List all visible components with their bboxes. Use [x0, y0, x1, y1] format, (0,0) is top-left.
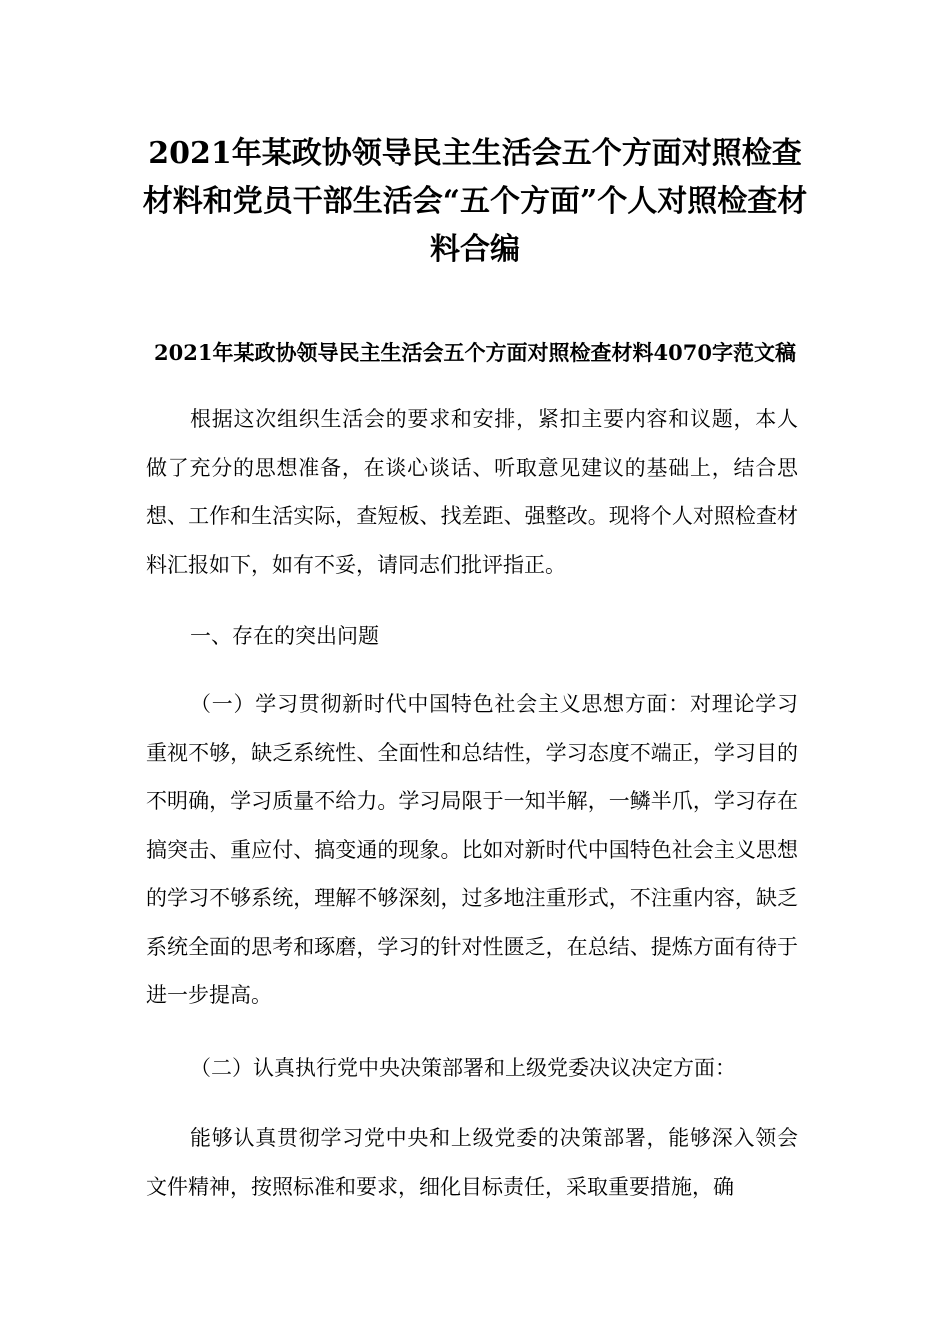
- paragraph-subheading-policy: （二）认真执行党中央决策部署和上级党委决议决定方面：: [190, 1056, 736, 1080]
- document-title: 2021年某政协领导民主生活会五个方面对照检查材料和党员干部生活会“五个方面”个人对照检查材料合编: [142, 136, 808, 267]
- paragraph-theory-study: （一）学习贯彻新时代中国特色社会主义思想方面：对理论学习重视不够，缺乏系统性、全面性和总结性，学习态度不端正，学习目的不明确，学习质量不给力。学习局限于一知半解，一鳞半爪，学习存在搞突击、重应付、搞变通的现象。比如对新时代中国特色社会主义思想的学习不够系统，理解不够深刻，过多地注重形式，不注重内容，缺乏系统全面的思考和琢磨，学习的针对性匮乏，在总结、提炼方面有待于进一步提高。: [146, 692, 798, 1007]
- paragraph-policy-implementation: 能够认真贯彻学习党中央和上级党委的决策部署，能够深入领会文件精神，按照标准和要求，细化目标责任，采取重要措施，确: [146, 1126, 798, 1199]
- intro-paragraph: 根据这次组织生活会的要求和安排，紧扣主要内容和议题，本人做了充分的思想准备，在谈心谈话、听取意见建议的基础上，结合思想、工作和生活实际，查短板、找差距、强整改。现将个人对照检查材料汇报如下，如有不妥，请同志们批评指正。: [146, 407, 798, 577]
- section-title: 2021年某政协领导民主生活会五个方面对照检查材料4070字范文稿: [154, 340, 796, 365]
- heading-problems: 一、存在的突出问题: [190, 624, 379, 648]
